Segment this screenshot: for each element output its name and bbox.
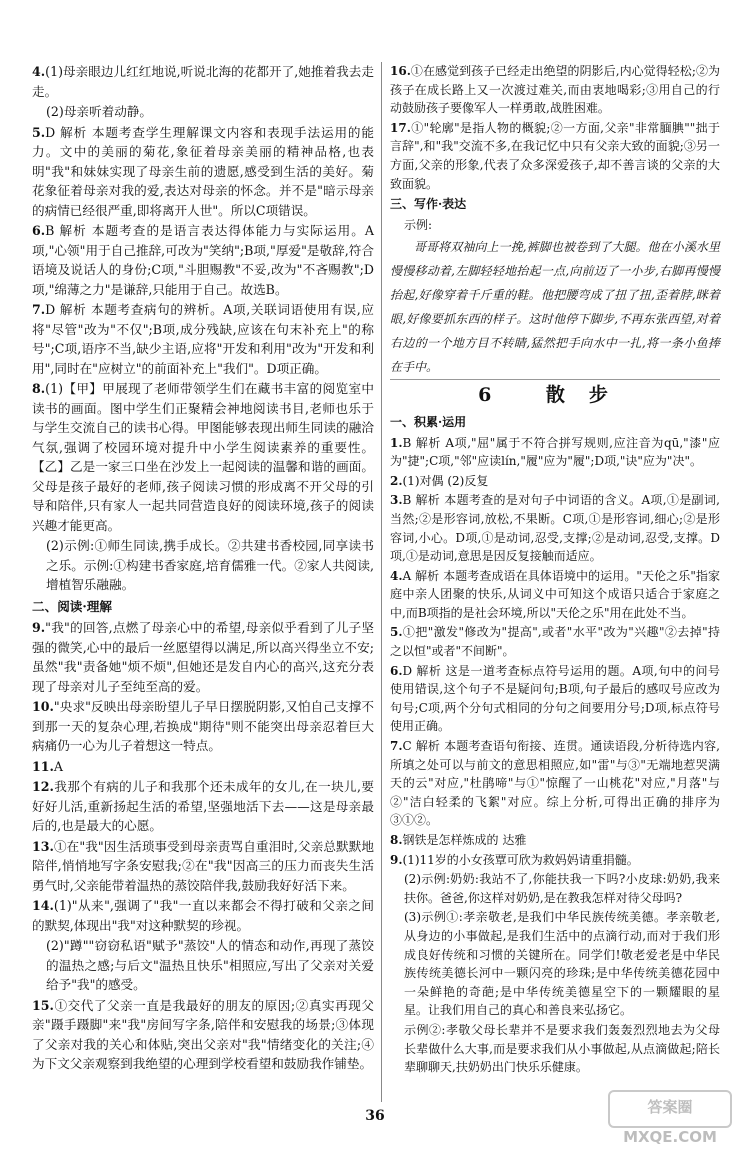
answer-item [32,996,374,1074]
right-column-bottom [390,413,720,1077]
answer-item [390,472,720,491]
answer-text: A [53,758,64,774]
answer-number: 6. [32,223,46,238]
answer-text: (2)"蹲""窃窃私语"赋予"蒸饺"人的情态和动作,再现了蒸饺的温热之感;与后文"温热且快乐"相照应,写出了父亲对关爱给予"我"的感受。 [46,938,374,992]
answer-number: 16. [390,64,411,78]
answer-number: 7. [32,302,46,317]
answer-number: 10. [32,699,54,714]
right-column-top [390,62,720,234]
answer-text: B 解析 本题考查的是语言表达得体能力与实际运用。A项,"心领"用于自己推辞,可改为"笑纳";B项,"厚爱"是敬辞,符合语境及说话人的身份;C项,"斗胆赐教"不妥,改为"不吝赐教";D项,"绵薄之力"是谦辞,只能用于自己。故选B。 [32,223,374,297]
answer-number: 2. [390,473,403,488]
answer-item [390,216,720,235]
answer-text: (1)对偶 (2)反复 [402,473,489,488]
answer-text: (2)母亲听着动静。 [46,104,152,119]
answer-text: "央求"反映出母亲盼望儿子早日摆脱阴影,又怕自己支撑不到那一天的复杂心理,若换成"期待"则不能突出母亲忍着巨大病痛仍一心为儿子着想这一特点。 [32,699,374,753]
answer-number: 4. [390,568,403,583]
answer-item [390,491,720,565]
answer-number: 17. [390,120,411,135]
answer-text: (1)11岁的小女孩覃可欣为救妈妈请重捐髓。 [402,852,639,867]
answer-number: 1. [390,435,403,450]
answer-text: (3)示例①:孝亲敬老,是我们中华民族传统美德。孝亲敬老,从身边的小事做起,是我们生活中的点滴行动,而对于我们形成良好传统和习惯的关键所在。同学们!敬老爱老是中华民族传统美德长河中一颗闪亮的珍珠;是中华传统美德花园中一朵鲜艳的奇葩;是中华传统美德星空下的一颗耀眼的星星。让我们用自己的真心和善良来弘扬它。 [404,910,720,1018]
answer-number: 6. [390,663,403,678]
answer-text: 示例: [404,217,433,232]
answer-item [390,662,720,736]
answer-number: 8. [32,381,46,396]
answer-item [390,908,720,1020]
section-heading: 三、写作·表达 [390,197,467,212]
answer-text: B 解析 A项,"屈"属于不符合拼写规则,应注音为qū,"漆"应为"捷";C项,"邻"应读lín,"履"应为"履";D项,"诀"应为"决"。 [390,435,720,469]
answer-text: (1)母亲眼边儿红红地说,听说北海的花都开了,她推着我去走走。 [32,64,374,99]
answer-item [390,737,720,830]
answer-item [32,697,374,756]
answer-item [32,896,374,935]
answer-item [390,1021,720,1077]
answer-text: (1)【甲】甲展现了老师带领学生们在藏书丰富的阅览室中读书的画面。图中学生们正聚精会神地阅读书目,老师也乐于与学生交流自己的读书心得。甲图能够表现出师生同读的融洽气氛,强调了校园环境对提升中小学生阅读素养的重要性。【乙】乙是一家三口坐在沙发上一起阅读的温馨和谐的画面。父母是孩子最好的老师,孩子阅读习惯的形成离不开父母的引导和陪伴,只有家人一起共同营造良好的阅读环境,孩子的阅读兴趣才能更高。 [32,381,374,533]
answer-number: 3. [390,493,403,508]
answer-item [390,831,720,850]
answer-item [32,936,374,995]
answer-number: 9. [390,852,403,867]
answer-text: B 解析 本题考查的是对句子中词语的含义。A项,①是副词,当然;②是形容词,放松,不果断。C项,①是形容词,细心;②是形容词,小心。D项,①是动词,忍受,支撑;②是动词,忍受,支撑。D项,①是动词,意思是因反复接触而适应。 [390,493,720,564]
answer-text: 我那个有病的儿子和我那个还未成年的女儿,在一块儿,要好好儿活,重新扬起生活的希望,坚强地活下去——这是母亲最后的,也是最大的心愿。 [32,779,374,833]
answer-item [390,870,720,907]
section-heading: 二、阅读·理解 [32,598,112,614]
answer-text: C 解析 本题考查语句衔接、连贯。通读语段,分析待选内容,所填之处可以与前文的意思相照应,如"雷"与③"无端地惹哭满天的云"对应,"杜鹃啼"与①"惊醒了一山桃花"对应,"月落"与②"洁白轻柔的飞絮"对应。综上分析,可得出正确的排序为③①②。 [390,739,720,828]
answer-text: ①"轮廓"是指人物的概貌;②一方面,父亲"非常腼腆""拙于言辞",和"我"交流不多,在我记忆中只有父亲大致的面貌;③另一方面,父亲的形象,代表了众多深爱孩子,却不善言谈的父亲的大致面貌。 [390,120,720,191]
answer-item [32,379,374,535]
answer-number: 9. [32,620,46,635]
answer-item [32,123,374,221]
answer-number: 7. [390,739,403,754]
column-divider [381,62,382,1102]
answer-text: A 解析 本题考查成语在具体语境中的运用。"天伦之乐"指家庭中亲人团聚的快乐,从词义中可知这个成语只适合于家庭之中,而B项指的是社会环境,所以"天伦之乐"用在此处不当。 [390,568,720,620]
answer-text: ①把"激发"修改为"提高",或者"水平"改为"兴趣"②去掉"持之以恒"或者"不间断"。 [390,625,720,659]
right-column [390,62,720,1078]
answer-item [390,434,720,471]
section-heading: 一、积累·运用 [390,414,467,429]
answer-item [32,62,374,101]
answer-number: 14. [32,898,54,913]
answer-item [390,851,720,870]
answer-text: (2)示例:①师生同读,携手成长。②共建书香校园,同享读书之乐。示例:①构建书香家庭,培育儒雅一代。②家人共阅读,增植智乐融融。 [46,538,374,592]
answer-number: 12. [32,779,54,794]
answer-number: 11. [32,758,54,774]
answer-text: (1)"从来",强调了"我"一直以来都会不得打破和父亲之间的默契,体现出"我"对这种默契的珍视。 [32,898,374,933]
answer-item [32,300,374,378]
answer-text: ①在感觉到孩子已经走出绝望的阴影后,内心觉得轻松;②为孩子在成长路上又一次渡过难关,而由衷地喝彩;③用自己的行动鼓励孩子要像军人一样勇敢,战胜困难。 [390,64,720,116]
answer-number: 8. [390,833,403,847]
answer-text: D 解析 这是一道考查标点符号运用的题。A项,句中的问号使用错误,这个句子不是疑问句;B项,句子最后的感叹号应改为句号;C项,两个分句式相同的分句之间要用分号;D项,标点符号使用正确。 [390,663,720,734]
answer-text: ①交代了父亲一直是我最好的朋友的原因;②真实再现父亲"蹑手蹑脚"来"我"房间写字条,陪伴和安慰我的场景;③体现了父亲对我的关心和体贴,突出父亲对"我"情绪变化的关注;④为下文父亲观察到我绝望的心理到学校看望和鼓励我作铺垫。 [32,997,374,1071]
section-title: 6 散步 [478,384,632,407]
answer-item [32,536,374,595]
answer-text: D 解析 本题考查学生理解课文内容和表现手法运用的能力。文中的美丽的菊花,象征着母亲美丽的精神品格,也表明"我"和妹妹实现了母亲生前的遗愿,感受到生活的美好。菊花象征着母亲对我的爱,表达对母亲的怀念。并不是"暗示母亲的病情已经很严重,即将离开人世"。所以C项错误。 [32,124,374,218]
answer-text: 示例②:孝敬父母长辈并不是要求我们轰轰烈烈地去为父母长辈做什么大事,而是要求我们从小事做起,从点滴做起;陪长辈聊聊天,扶奶奶出门快乐乐健康。 [404,1022,720,1075]
answer-item [32,102,374,122]
answer-text: (2)示例:奶奶:我站不了,你能扶我一下吗?小皮球:奶奶,我来扶你。爸爸,你这样对奶奶,是在教我怎样对待父母吗? [404,872,720,905]
answer-text: ①在"我"因生活琐事受到母亲责骂自重泪时,父亲总默默地陪伴,悄悄地写字条安慰我;②在"我"因高三的压力而丧失生活勇气时,父亲能带着温热的蒸饺陪伴我,鼓励我好好活下来。 [32,838,374,893]
answer-text: "我"的回答,点燃了母亲心中的希望,母亲似乎看到了儿子坚强的微笑,心中的最后一丝愿望得以满足,所以高兴得坐立不安;虽然"我"责备她"烦不烦",但她还是发自内心的高兴,这充分表现了母亲对儿子至纯至高的爱。 [32,620,374,694]
answer-item [32,221,374,299]
answer-item [32,777,374,836]
answer-number: 15. [32,997,54,1013]
answer-number: 13. [32,838,54,854]
answer-item [32,618,374,696]
answer-item [390,623,720,660]
left-column [32,62,374,1075]
answer-item [32,757,374,777]
watermark-logo: 答案圈 MXQE.COM [608,1090,732,1128]
answer-item [390,119,720,193]
answer-number: 5. [390,625,403,640]
page-number: 36 [365,1108,385,1124]
answer-item [32,837,374,896]
answer-number: 5. [32,124,46,140]
essay-sample: 哥哥将双袖向上一挽,裤脚也被卷到了大腿。他在小溪水里慢慢移动着,左脚轻轻地抬起一点,向前迈了一小步,右脚再慢慢抬起,好像穿着千斤重的鞋。他把腰弯成了扭了扭,歪着脖,眯着眼,好像要抓东西的样子。这时他停下脚步,不再东张西望,对着右边的一个地方目不转睛,猛然把手向水中一扎,将一条小鱼捧在手中。 [390,235,720,380]
answer-item [390,62,720,118]
answer-text: 钢铁是怎样炼成的 达雅 [402,833,527,847]
answer-text: D 解析 本题考查病句的辨析。A项,关联词语使用有误,应将"尽管"改为"不仅";B项,成分残缺,应该在句末补充上"的称号";C项,语序不当,缺少主语,应将"开发和利用"改为"开发和利用",同时在"应树立"的前面补充上"我们"。D项正确。 [32,302,374,376]
answer-number: 4. [32,64,46,79]
answer-item [390,567,720,623]
